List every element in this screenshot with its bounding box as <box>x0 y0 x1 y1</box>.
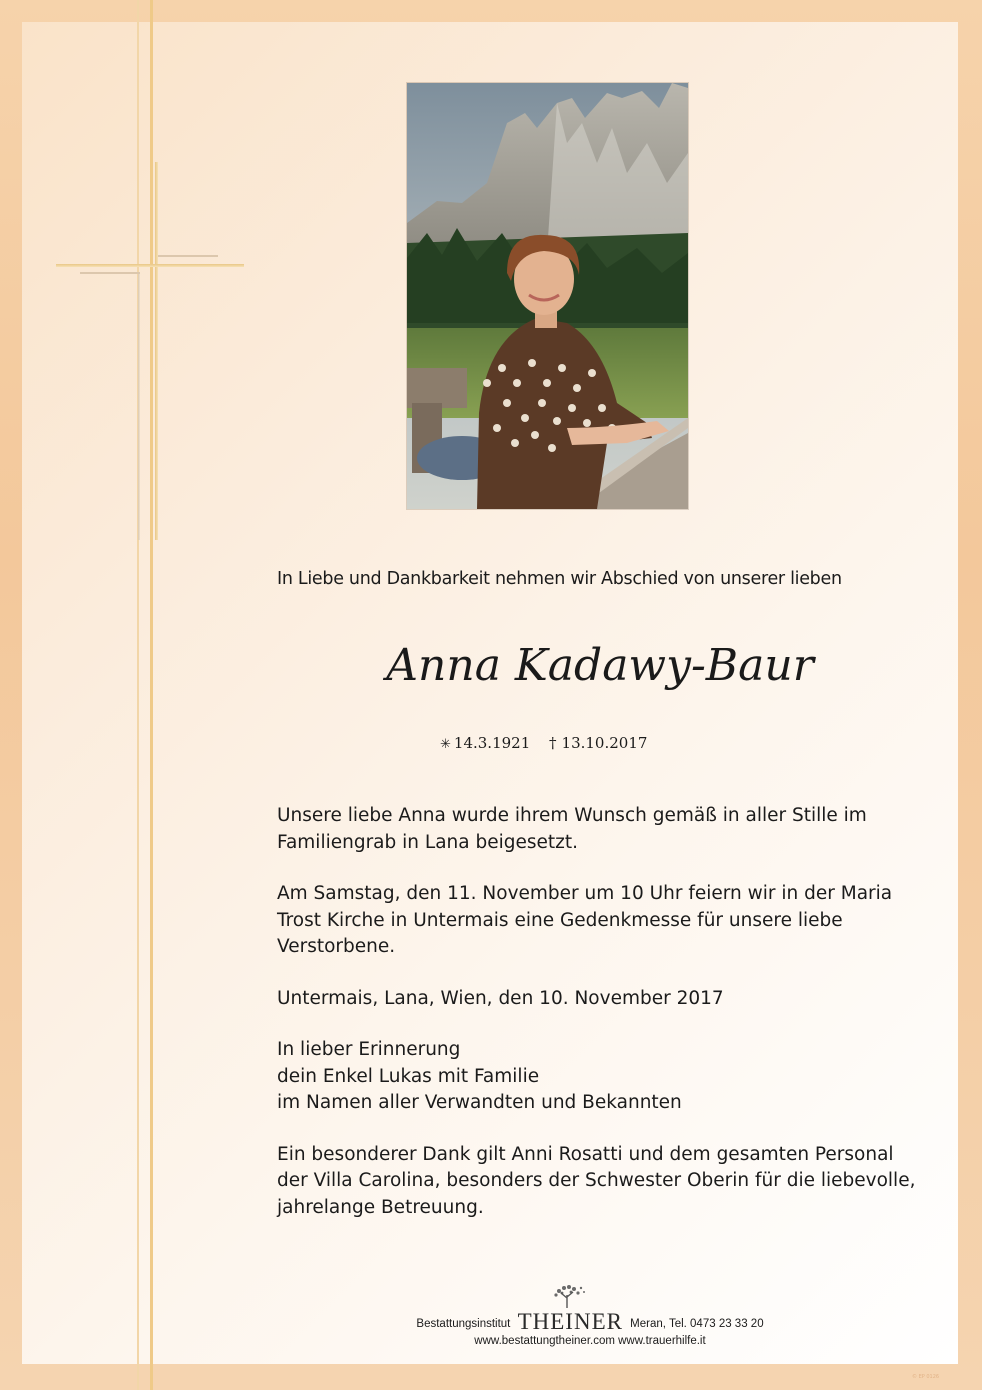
paragraph-signature: In lieber Erinnerung dein Enkel Lukas mit Familie im Namen aller Verwandten und Bekannten <box>277 1039 682 1113</box>
left-rule-outer <box>137 0 139 1390</box>
left-rule-inner <box>150 0 153 1390</box>
paragraph-thanks: Ein besonderer Dank gilt Anni Rosatti und dem gesamten Personal der Villa Carolina, besonders der Schwester Oberin für die liebevolle, jahrelange Betreuung. <box>277 1143 916 1218</box>
tree-logo-icon <box>547 1283 587 1309</box>
funeral-home-footer <box>380 1285 800 1347</box>
life-dates <box>440 734 740 752</box>
deceased-name: Anna Kadawy-Baur <box>386 640 814 691</box>
footer-websites[interactable]: www.bestattungtheiner.com www.trauerhilfe.it <box>474 1335 706 1347</box>
paragraph-burial: Unsere liebe Anna wurde ihrem Wunsch gemäß in aller Stille im Familiengrab in Lana beigesetzt. <box>277 805 867 853</box>
cross-shadow-horizontal-right <box>158 255 218 257</box>
portrait-photo <box>407 83 688 509</box>
cross-shadow-horizontal <box>80 272 140 274</box>
birth-date: ✳ 14.3.1921 <box>440 734 531 752</box>
death-date: † 13.10.2017 <box>549 734 648 752</box>
cross-icon <box>155 162 158 540</box>
obituary-text <box>277 803 917 1246</box>
document-code: © EP 0126 <box>912 1374 940 1380</box>
paragraph-place-date: Untermais, Lana, Wien, den 10. November 2017 <box>277 987 724 1009</box>
footer-line: Bestattungsinstitut THEINER Meran, Tel. 0473 23 33 20 <box>416 1309 764 1334</box>
birth-star-icon: ✳ <box>440 737 451 752</box>
death-cross-icon: † <box>549 734 557 752</box>
intro-line: In Liebe und Dankbarkeit nehmen wir Abschied von unserer lieben <box>277 569 842 589</box>
cross-shadow-vertical <box>138 272 140 540</box>
brand-logo: THEINER <box>517 1309 623 1334</box>
paragraph-mass: Am Samstag, den 11. November um 10 Uhr feiern wir in der Maria Trost Kirche in Untermais eine Gedenkmesse für unsere liebe Verstorbene. <box>277 883 893 957</box>
cross-icon-bar <box>56 264 244 267</box>
